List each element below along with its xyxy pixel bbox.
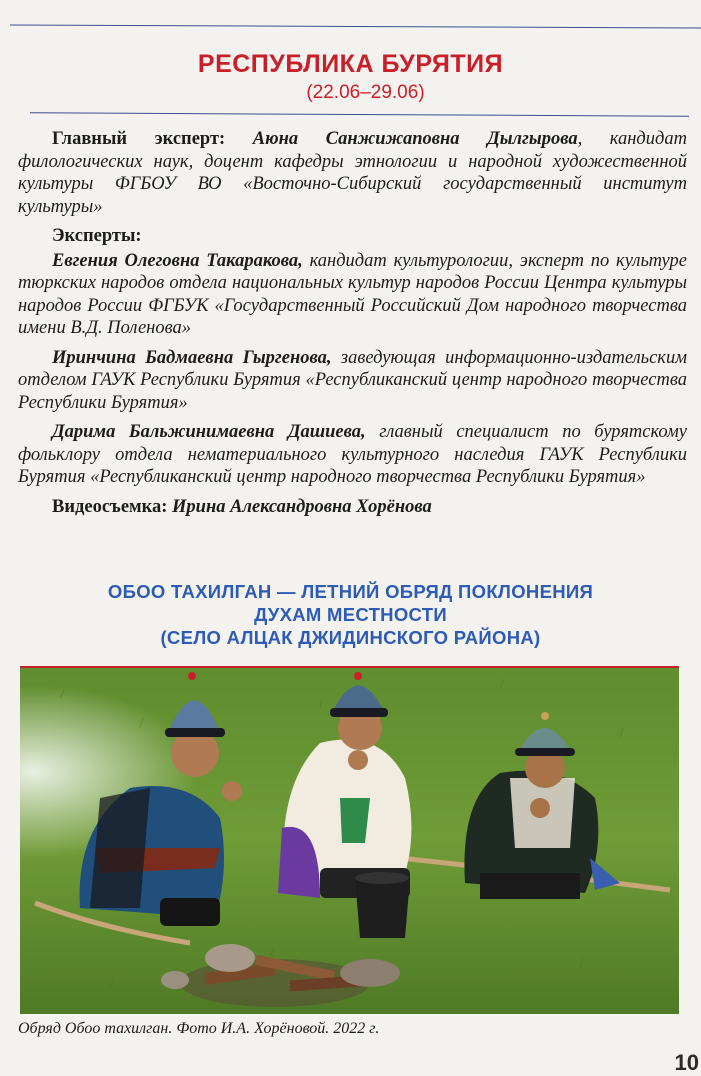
photo-caption: Обряд Обоо тахилган. Фото И.А. Хорёновой. 2022 г. [18, 1020, 380, 1037]
expert-name: Евгения Олеговна Такаракова, [52, 250, 303, 271]
header-rule [30, 112, 689, 116]
section-title-line: ДУХАМ МЕСТНОСТИ [254, 604, 447, 625]
region-title: РЕСПУБЛИКА БУРЯТИЯ [197, 50, 504, 78]
section-title [0, 580, 701, 649]
expert-description: кандидат культурологии, эксперт по культуре тюркских народов отдела национальных культур народов России Центра культуры народов России ФГБУК «Государственный Российский Дом народного творчества имени В.Д. Поленова» [18, 250, 687, 338]
expert-paragraph [18, 250, 687, 340]
video-name: Ирина Александровна Хорёнова [172, 496, 432, 517]
expert-paragraph [18, 421, 687, 489]
ritual-photo-illustration [20, 668, 679, 1014]
expert-name: Иринчина Бадмаевна Гыргенова, [52, 347, 332, 368]
page-header [0, 50, 701, 104]
chief-expert-name: Аюна Санжижаповна Дылгырова [252, 129, 578, 149]
section-title-line: (СЕЛО АЛЦАК ДЖИДИНСКОГО РАЙОНА) [160, 627, 541, 648]
chief-expert-paragraph [18, 128, 687, 218]
expert-description: главный специалист по бурятскому фольклору отдела нематериального культурного наследия ГАУК Республики Бурятия «Республиканский центр народного творчества Республики Бурятия» [18, 422, 687, 487]
chief-expert-label: Главный эксперт: [52, 129, 226, 149]
expert-paragraph [18, 347, 687, 415]
expert-name: Дарима Бальжинимаевна Дашиева, [52, 422, 366, 442]
page-number: 10 [674, 1050, 699, 1075]
video-label: Видеосъемка: [52, 496, 168, 517]
date-range: (22.06–29.06) [306, 82, 425, 103]
expert-description: заведующая информационно-издательским отделом ГАУК Республики Бурятия «Республиканский центр народного творчества Республики Бурятия» [18, 347, 688, 413]
ritual-photo [20, 668, 679, 1014]
experts-heading: Эксперты: [52, 226, 142, 246]
experts-block [18, 128, 687, 525]
top-rule [10, 24, 701, 28]
chief-expert-description: , кандидат филологических наук, доцент кафедры этнологии и народной художественной культуры ФГБОУ ВО «Восточно-Сибирский государственный институт культуры» [18, 129, 687, 217]
video-credit [18, 496, 687, 519]
section-title-line: ОБОО ТАХИЛГАН — ЛЕТНИЙ ОБРЯД ПОКЛОНЕНИЯ [107, 581, 594, 602]
